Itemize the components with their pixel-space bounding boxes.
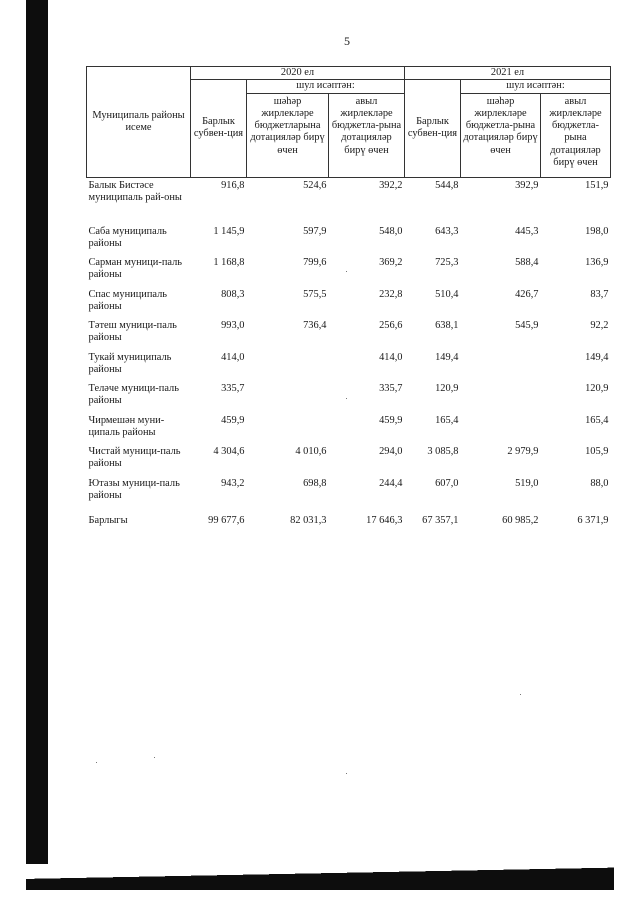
table-row (87, 415, 611, 447)
scan-shadow-bottom (26, 864, 614, 890)
row-name: Ютазы муници-паль районы (88, 477, 180, 501)
scan-speck (346, 271, 347, 272)
table-row (87, 257, 611, 289)
header-city-settlements-2021: шәһәр жирлекләре бюджетла-рына дотацияләр бирү өчен (461, 93, 541, 177)
cell-2020-total: 916,8 (221, 179, 245, 191)
cell-2021-city: 426,7 (515, 288, 539, 300)
cell-2021-city: 545,9 (515, 320, 539, 332)
scan-shadow-left (26, 0, 48, 890)
cell-2021-city: 519,0 (515, 477, 539, 489)
cell-2021-rural: 92,2 (590, 320, 609, 332)
cell-2020-rural: 392,2 (379, 179, 403, 191)
row-name: Тәтеш муници-паль районы (88, 320, 177, 344)
cell-2021-city (461, 352, 541, 384)
cell-2020-rural: 548,0 (379, 225, 403, 237)
header-total-subvention-2021: Барлык субвен-ция (405, 80, 461, 177)
cell-2020-total: 4 304,6 (213, 446, 245, 458)
page-number: 5 (344, 34, 350, 48)
subvention-table (86, 66, 611, 533)
cell-2021-rural: 165,4 (585, 414, 609, 426)
cell-2020-total: 414,0 (221, 351, 245, 363)
cell-2021-city: 392,9 (515, 179, 539, 191)
header-rural-settlements-2021: авыл жирлекләре бюджетла-рына дотацияләр бирү өчен (541, 93, 611, 177)
cell-2021-rural: 198,0 (585, 225, 609, 237)
cell-2021-total: 3 085,8 (427, 446, 459, 458)
cell-2021-city: 2 979,9 (507, 446, 539, 458)
total-2020-city: 82 031,3 (290, 515, 327, 527)
cell-2020-city: 799,6 (303, 257, 327, 269)
row-name: Саба муниципаль районы (88, 225, 167, 249)
cell-2020-city: 597,9 (303, 225, 327, 237)
cell-2021-rural: 120,9 (585, 383, 609, 395)
header-total-subvention-2020: Барлык субвен-ция (191, 80, 247, 177)
cell-2021-total: 120,9 (435, 383, 459, 395)
header-municipality-name: Муниципаль районы исеме (87, 67, 191, 178)
cell-2020-rural: 244,4 (379, 477, 403, 489)
cell-2020-rural: 256,6 (379, 320, 403, 332)
scan-speck (346, 773, 347, 774)
cell-2021-total: 638,1 (435, 320, 459, 332)
cell-2020-rural: 459,9 (379, 414, 403, 426)
scan-speck (520, 694, 521, 695)
total-2020-rural: 17 646,3 (366, 515, 403, 527)
cell-2020-total: 993,0 (221, 320, 245, 332)
cell-2020-rural: 335,7 (379, 383, 403, 395)
total-2021-rural: 6 371,9 (577, 515, 609, 527)
row-name: Теләче муници-паль районы (88, 383, 179, 407)
table-row (87, 289, 611, 321)
cell-2021-rural: 105,9 (585, 446, 609, 458)
cell-2020-total: 1 168,8 (213, 257, 245, 269)
cell-2020-total: 943,2 (221, 477, 245, 489)
cell-2021-rural: 149,4 (585, 351, 609, 363)
total-row (87, 509, 611, 533)
cell-2021-city: 588,4 (515, 257, 539, 269)
table-row (87, 226, 611, 258)
cell-2021-rural: 136,9 (585, 257, 609, 269)
table-row (87, 320, 611, 352)
cell-2021-city: 445,3 (515, 225, 539, 237)
row-name: Чирмешән муни-ципаль районы (88, 414, 165, 438)
table-row (87, 177, 611, 226)
cell-2021-rural: 151,9 (585, 179, 609, 191)
cell-2020-city (247, 415, 329, 447)
header-rural-settlements-2020: авыл жирлекләре бюджетла-рына дотацияләр бирү өчен (329, 93, 405, 177)
cell-2021-total: 165,4 (435, 414, 459, 426)
cell-2020-city (247, 352, 329, 384)
cell-2020-rural: 232,8 (379, 288, 403, 300)
table-row (87, 383, 611, 415)
header-year-2021: 2021 ел (405, 67, 611, 80)
header-including-2021: шул исәптән: (461, 80, 611, 93)
cell-2021-city (461, 415, 541, 447)
cell-2021-total: 643,3 (435, 225, 459, 237)
cell-2020-total: 335,7 (221, 383, 245, 395)
total-2021-total: 67 357,1 (422, 515, 459, 527)
cell-2020-city (247, 383, 329, 415)
cell-2020-city: 575,5 (303, 288, 327, 300)
cell-2021-total: 725,3 (435, 257, 459, 269)
table-row (87, 446, 611, 478)
cell-2021-total: 510,4 (435, 288, 459, 300)
cell-2021-city (461, 383, 541, 415)
cell-2020-city: 524,6 (303, 179, 327, 191)
cell-2021-total: 544,8 (435, 179, 459, 191)
cell-2020-total: 808,3 (221, 288, 245, 300)
cell-2020-city: 4 010,6 (295, 446, 327, 458)
row-name: Сарман муници-паль районы (88, 257, 183, 281)
row-name: Чистай муници-паль районы (88, 446, 181, 470)
cell-2020-rural: 414,0 (379, 351, 403, 363)
cell-2020-total: 459,9 (221, 414, 245, 426)
row-name: Тукай муниципаль районы (88, 351, 172, 375)
scan-speck (154, 757, 155, 758)
scan-speck (346, 398, 347, 399)
cell-2021-total: 149,4 (435, 351, 459, 363)
total-2020-total: 99 677,6 (208, 515, 245, 527)
cell-2020-total: 1 145,9 (213, 225, 245, 237)
table-header (87, 67, 611, 178)
header-city-settlements-2020: шәһәр жирлекләре бюджетларына дотацияләр бирү өчен (247, 93, 329, 177)
table-row (87, 352, 611, 384)
cell-2020-city: 698,8 (303, 477, 327, 489)
cell-2021-rural: 83,7 (590, 288, 609, 300)
total-2021-city: 60 985,2 (502, 515, 539, 527)
total-row-label: Барлыгы (88, 515, 128, 527)
cell-2021-rural: 88,0 (590, 477, 609, 489)
header-year-2020: 2020 ел (191, 67, 405, 80)
row-name: Спас муниципаль районы (88, 288, 168, 312)
table-body (87, 177, 611, 533)
table-row (87, 478, 611, 510)
header-including-2020: шул исәптән: (247, 80, 405, 93)
cell-2020-city: 736,4 (303, 320, 327, 332)
row-name: Балык Бистәсе муниципаль рай-оны (88, 179, 182, 203)
cell-2020-rural: 294,0 (379, 446, 403, 458)
scan-speck (96, 762, 97, 763)
cell-2021-total: 607,0 (435, 477, 459, 489)
cell-2020-rural: 369,2 (379, 257, 403, 269)
